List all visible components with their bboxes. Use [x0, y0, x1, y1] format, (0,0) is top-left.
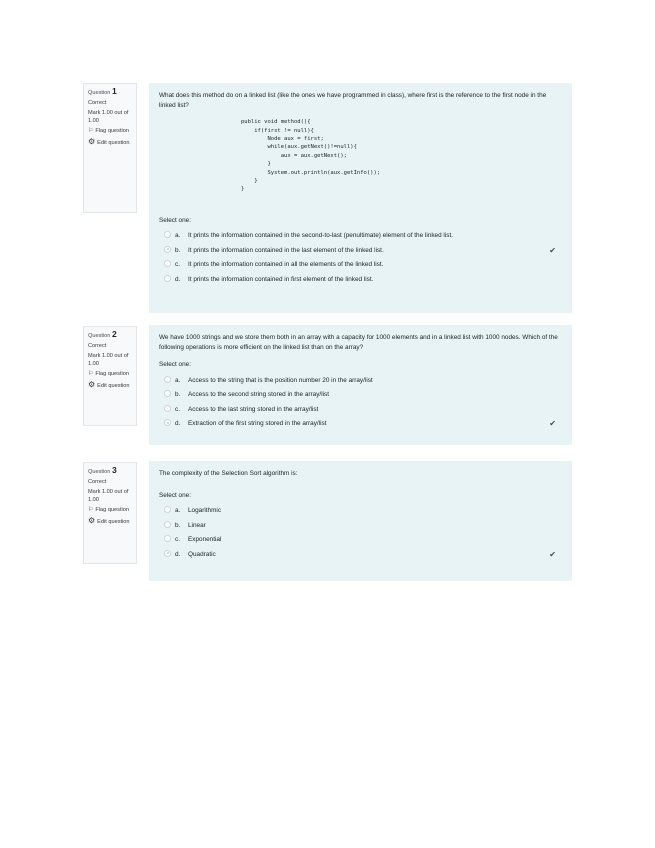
answer-option-b[interactable]: b. Linear [159, 519, 562, 534]
answer-option-d[interactable]: d. Quadratic ✔ [159, 548, 562, 563]
radio-button-selected[interactable] [164, 550, 171, 557]
question-number: Question 3 [88, 465, 117, 475]
radio-button-selected[interactable] [164, 419, 171, 426]
radio-button[interactable] [164, 376, 171, 383]
radio-button[interactable] [164, 506, 171, 513]
gear-icon: ⚙ [88, 516, 96, 526]
radio-button[interactable] [164, 275, 171, 282]
radio-button[interactable] [164, 390, 171, 397]
flag-icon: ⚐ [88, 127, 94, 134]
checkmark-icon: ✔ [549, 549, 556, 559]
radio-button[interactable] [164, 405, 171, 412]
question-text: The complexity of the Selection Sort algorithm is: [159, 470, 298, 477]
answer-option-c[interactable]: c. It prints the information contained in all the elements of the linked list. [159, 258, 562, 273]
question-content-3 [149, 461, 572, 581]
flag-icon: ⚐ [88, 370, 94, 377]
question-grade: Mark 1.00 out of 1.00 [88, 110, 129, 124]
answer-option-d[interactable]: d. It prints the information contained in first element of the linked list. [159, 273, 562, 288]
question-info-1 [83, 83, 137, 213]
answer-option-a[interactable]: a. Access to the string that is the position number 20 in the array/list [159, 374, 562, 389]
select-one-prompt: Select one: [159, 491, 191, 499]
answer-option-a[interactable]: a. Logarithmic [159, 504, 562, 519]
question-text: We have 1000 strings and we store them both in an array with a capacity for 1000 elements and in a linked list with 1000 nodes. Which of the following operations is more efficient on the linked list than on the array? [159, 334, 558, 351]
question-state: Correct [88, 479, 107, 486]
flag-question-link[interactable]: ⚐ Flag question [88, 370, 129, 377]
question-state: Correct [88, 100, 107, 107]
radio-button[interactable] [164, 260, 171, 267]
radio-button[interactable] [164, 231, 171, 238]
flag-question-link[interactable]: ⚐ Flag question [88, 127, 129, 134]
question-content-1 [149, 83, 572, 313]
checkmark-icon: ✔ [549, 245, 556, 255]
question-number: Question 2 [88, 329, 117, 339]
edit-question-link[interactable]: ⚙ Edit question [88, 516, 130, 526]
radio-button[interactable] [164, 535, 171, 542]
answer-option-c[interactable]: c. Access to the last string stored in the array/list [159, 403, 562, 418]
question-state: Correct [88, 343, 107, 350]
question-info-2 [83, 326, 137, 426]
question-text: What does this method do on a linked list (like the ones we have programmed in class), where first is the reference to the first node in the linked list? [159, 92, 547, 109]
answer-option-b[interactable]: b. Access to the second string stored in the array/list [159, 388, 562, 403]
select-one-prompt: Select one: [159, 216, 191, 224]
question-content-2 [149, 325, 572, 445]
flag-question-link[interactable]: ⚐ Flag question [88, 506, 129, 513]
edit-question-link[interactable]: ⚙ Edit question [88, 137, 130, 147]
edit-question-link[interactable]: ⚙ Edit question [88, 380, 130, 390]
question-grade: Mark 1.00 out of 1.00 [88, 353, 129, 367]
question-number: Question 1 [88, 86, 117, 96]
checkmark-icon: ✔ [549, 419, 556, 429]
flag-icon: ⚐ [88, 506, 94, 513]
answer-option-c[interactable]: c. Exponential [159, 533, 562, 548]
gear-icon: ⚙ [88, 137, 96, 147]
radio-button[interactable] [164, 521, 171, 528]
question-info-3 [83, 462, 137, 564]
select-one-prompt: Select one: [159, 361, 191, 369]
radio-button-selected[interactable] [164, 246, 171, 253]
question-grade: Mark 1.00 out of 1.00 [88, 489, 129, 503]
answer-option-d[interactable]: d. Extraction of the first string stored in the array/list ✔ [159, 417, 562, 432]
code-block: public void method(){ if(first != null){ Node aux = first; while(aux.getNext()!=null){ aux = aux.getNext(); } System.out.println(aux.getInfo()); } } [241, 119, 381, 193]
answer-option-b[interactable]: b. It prints the information contained in the last element of the linked list. ✔ [159, 244, 562, 259]
answer-option-a[interactable]: a. It prints the information contained in the second-to-last (penultimate) element of the linked list. [159, 229, 562, 244]
gear-icon: ⚙ [88, 380, 96, 390]
